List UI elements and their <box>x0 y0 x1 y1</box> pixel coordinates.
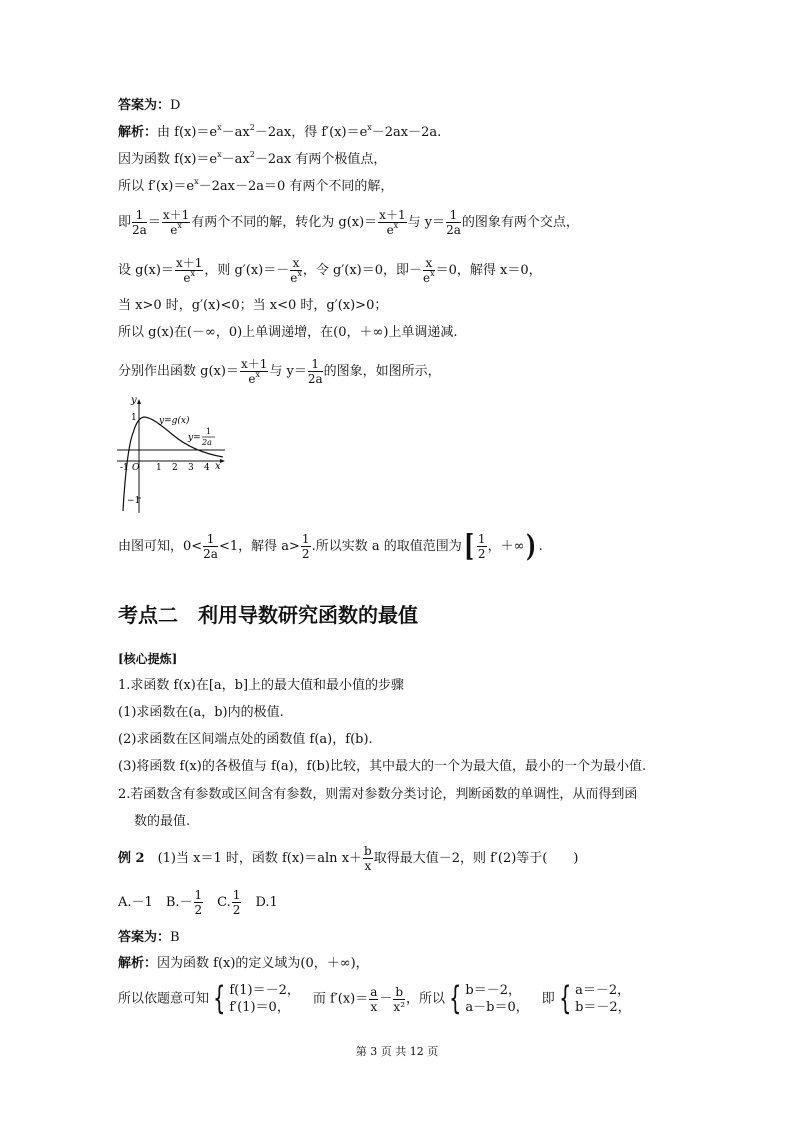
text: 所以 f′(x)＝e <box>118 179 195 194</box>
text: (1)当 x＝1 时，函数 f(x)＝aln x＋ <box>144 851 363 866</box>
denominator: 2 <box>301 547 310 561</box>
fraction <box>240 357 268 386</box>
denominator: 2a <box>446 223 461 237</box>
fraction <box>232 888 242 917</box>
answer-value: D <box>170 98 181 113</box>
equation-system-2 <box>445 979 529 1017</box>
equation-system-1 <box>209 979 300 1017</box>
numerator: 1 <box>232 888 241 902</box>
analysis-line-6: 当 x>0 时，g′(x)<0；当 x<0 时，g′(x)>0； <box>118 298 388 313</box>
analysis-label: 解析： <box>118 125 158 140</box>
brace: { <box>449 979 462 1017</box>
example-2-options <box>118 888 278 917</box>
answer-line <box>118 97 180 115</box>
text: ，则 g′(x)＝－ <box>204 263 290 278</box>
numerator: x <box>290 256 302 271</box>
text: 即 <box>118 215 132 230</box>
text: ＝ <box>147 215 161 230</box>
core-p1: 1.求函数 f(x)在[a，b]上的最大值和最小值的步骤 <box>118 678 405 693</box>
text: e <box>170 223 178 237</box>
text: 有两个不同的解，转化为 g(x)＝ <box>191 215 378 230</box>
text: 由图可知，0< <box>118 539 203 554</box>
brace: { <box>213 979 226 1017</box>
exponent: x <box>194 177 199 186</box>
fraction <box>203 532 218 561</box>
text: 因为函数 f(x)的定义域为(0，＋∞)， <box>157 956 369 971</box>
text: e <box>423 271 431 285</box>
analysis-line-4 <box>118 208 579 237</box>
fraction <box>132 208 147 237</box>
fraction <box>393 985 405 1014</box>
numerator: 1 <box>446 208 461 223</box>
denominator <box>423 271 435 285</box>
option-c: C. <box>217 895 231 910</box>
option-b: B.－ <box>165 895 193 910</box>
system-row: b＝－2， <box>575 1000 631 1015</box>
denominator: 2a <box>203 547 218 561</box>
example-2-analysis-2 <box>118 979 631 1017</box>
option-d: D.1 <box>255 895 278 910</box>
denominator: 2 <box>477 547 486 561</box>
text: －ax <box>221 152 250 167</box>
fraction <box>290 256 302 285</box>
core-heading: [核心提炼] <box>118 652 178 666</box>
equation-system-3 <box>555 979 631 1017</box>
text: － <box>379 991 393 1007</box>
text: 分别作出函数 g(x)＝ <box>118 364 239 379</box>
fraction <box>369 985 378 1014</box>
system-row: a＝－2， <box>575 983 631 998</box>
line-label: y= <box>188 433 201 443</box>
exponent: x <box>217 150 222 159</box>
answer-label: 答案为： <box>118 98 171 113</box>
core-p4: (3)将函数 f(x)的各极值与 f(a)，f(b)比较，其中最大的一个为最大值，最小的一个为最小值. <box>118 759 647 774</box>
numerator: 1 <box>308 357 323 372</box>
text: －2ax－2a. <box>371 125 442 140</box>
fraction <box>423 256 435 285</box>
tick-x-minus1: -1 <box>120 463 129 473</box>
text: －2ax，得 f′(x)＝e <box>254 125 368 140</box>
fraction <box>363 844 373 873</box>
text: 因为函数 f(x)＝e <box>118 152 218 167</box>
curve-label: y=g(x) <box>159 416 190 426</box>
example-2-analysis-1 <box>118 955 369 973</box>
exponent: x <box>255 370 260 379</box>
core-p3: (2)求函数在区间端点处的函数值 f(a)，f(b). <box>118 732 373 747</box>
exponent: x <box>190 269 195 278</box>
text: .所以实数 a 的取值范围为 <box>311 539 462 554</box>
text: <1，解得 a> <box>218 539 300 554</box>
denominator: 2 <box>232 903 241 917</box>
denominator: 2 <box>194 903 203 917</box>
denominator: x <box>370 999 378 1014</box>
text: －2ax－2a＝0 有两个不同的解， <box>198 179 394 194</box>
numerator: b <box>364 844 372 858</box>
text: 与 y＝ <box>407 215 446 230</box>
text: 与 y＝ <box>269 364 307 379</box>
text: 所以依题意可知 <box>118 991 210 1007</box>
numerator: x＋1 <box>162 208 190 222</box>
fraction <box>301 532 311 561</box>
numerator: x＋1 <box>379 208 406 222</box>
numerator: 1 <box>477 532 486 546</box>
text: 的图象有两个交点， <box>461 215 579 230</box>
left-bracket: [ <box>463 528 474 564</box>
numerator: 1 <box>203 532 218 547</box>
exponent: 2 <box>249 123 255 132</box>
text: 的图象，如图所示， <box>323 364 441 379</box>
answer-label: 答案为： <box>118 930 171 945</box>
system-row: b＝－2， <box>465 983 521 998</box>
line-label-den: 2a <box>202 438 212 447</box>
text: 而 f′(x)＝ <box>299 991 369 1007</box>
tick-x-4: 4 <box>204 463 210 473</box>
denominator <box>175 271 203 285</box>
numerator: x＋1 <box>240 357 268 371</box>
fraction <box>477 532 487 561</box>
text: 由 f(x)＝e <box>157 125 218 140</box>
text: e <box>248 372 256 386</box>
exponent: x <box>217 123 222 132</box>
denominator: 2a <box>132 223 147 237</box>
core-p2: (1)求函数在(a，b)内的极值. <box>118 705 284 720</box>
denominator <box>240 372 268 386</box>
fraction <box>162 208 190 237</box>
numerator: x <box>423 256 435 271</box>
numerator: 1 <box>132 208 147 223</box>
analysis-label: 解析： <box>118 956 158 971</box>
analysis-line-5 <box>118 256 542 285</box>
exponent: x <box>297 269 302 278</box>
example-2-answer <box>118 929 180 947</box>
page-footer: 第 3 页 共 12 页 <box>355 1045 439 1058</box>
x-axis-arrow <box>220 459 225 463</box>
tick-x-2: 2 <box>172 463 178 473</box>
exponent: 2 <box>249 150 255 159</box>
option-a: A.－1 <box>118 895 153 910</box>
analysis-line-9 <box>118 528 543 564</box>
text: 即 <box>528 991 555 1007</box>
analysis-line-1 <box>118 124 441 142</box>
text: ＝0，解得 x＝0， <box>435 263 542 278</box>
text: ，＋∞ <box>487 539 525 554</box>
tick-origin: O <box>132 463 140 473</box>
tick-x-1: 1 <box>156 463 162 473</box>
system-row: f′(1)＝0， <box>229 1000 290 1015</box>
text: ，所以 <box>406 991 446 1007</box>
exponent: x <box>367 123 372 132</box>
y-axis-arrow <box>137 399 141 404</box>
numerator: 1 <box>194 888 203 902</box>
x-axis-label: x <box>215 461 221 472</box>
core-p5b: 数的最值. <box>134 814 191 829</box>
right-paren: ) <box>526 528 537 564</box>
text: e <box>183 271 191 285</box>
text: ，令 g′(x)＝0，即－ <box>302 263 423 278</box>
text: 设 g(x)＝ <box>118 263 174 278</box>
example-2-question <box>118 844 578 873</box>
text: －2ax 有两个极值点， <box>254 152 387 167</box>
section-title: 考点二 利用导数研究函数的最值 <box>118 603 418 627</box>
analysis-line-8 <box>118 357 441 386</box>
fraction <box>308 357 323 386</box>
exponent: x <box>177 221 182 230</box>
text: e <box>290 271 298 285</box>
text: －ax <box>221 125 250 140</box>
fraction <box>175 256 203 285</box>
system-row: a－b＝0， <box>465 1000 529 1015</box>
exponent: x <box>393 221 399 230</box>
numerator: 1 <box>301 532 310 546</box>
answer-value: B <box>170 930 180 945</box>
fraction <box>194 888 204 917</box>
exponent: x <box>430 269 435 278</box>
denominator <box>378 223 406 237</box>
denominator: x <box>364 859 372 873</box>
y-axis-label: y <box>131 395 137 406</box>
fraction <box>446 208 461 237</box>
example-label: 例 2 <box>118 851 145 866</box>
denominator <box>162 223 190 237</box>
text: 取得最大值－2，则 f′(2)等于( ) <box>373 851 579 866</box>
analysis-line-2 <box>118 151 386 169</box>
system-row: f(1)＝－2， <box>229 983 300 998</box>
text: . <box>538 539 543 554</box>
fraction <box>378 208 406 237</box>
brace: { <box>558 979 572 1017</box>
tick-y-minus1: −1 <box>127 496 141 506</box>
denominator <box>290 271 302 285</box>
denominator: x² <box>393 999 405 1014</box>
numerator: a <box>370 984 378 999</box>
core-p5a: 2.若函数含有参数或区间含有参数，则需对参数分类讨论，判断函数的单调性，从而得到函 <box>118 787 638 802</box>
analysis-line-7: 所以 g(x)在(－∞，0)上单调递增，在(0，＋∞)上单调递减. <box>118 325 458 340</box>
numerator: x＋1 <box>175 256 203 270</box>
line-label-num: 1 <box>206 427 212 436</box>
numerator: b <box>395 984 404 999</box>
tick-x-3: 3 <box>188 463 194 473</box>
tick-y-1: 1 <box>131 413 137 423</box>
text: e <box>386 223 394 237</box>
function-graph <box>115 393 230 515</box>
analysis-line-3 <box>118 178 393 196</box>
denominator: 2a <box>307 372 323 386</box>
